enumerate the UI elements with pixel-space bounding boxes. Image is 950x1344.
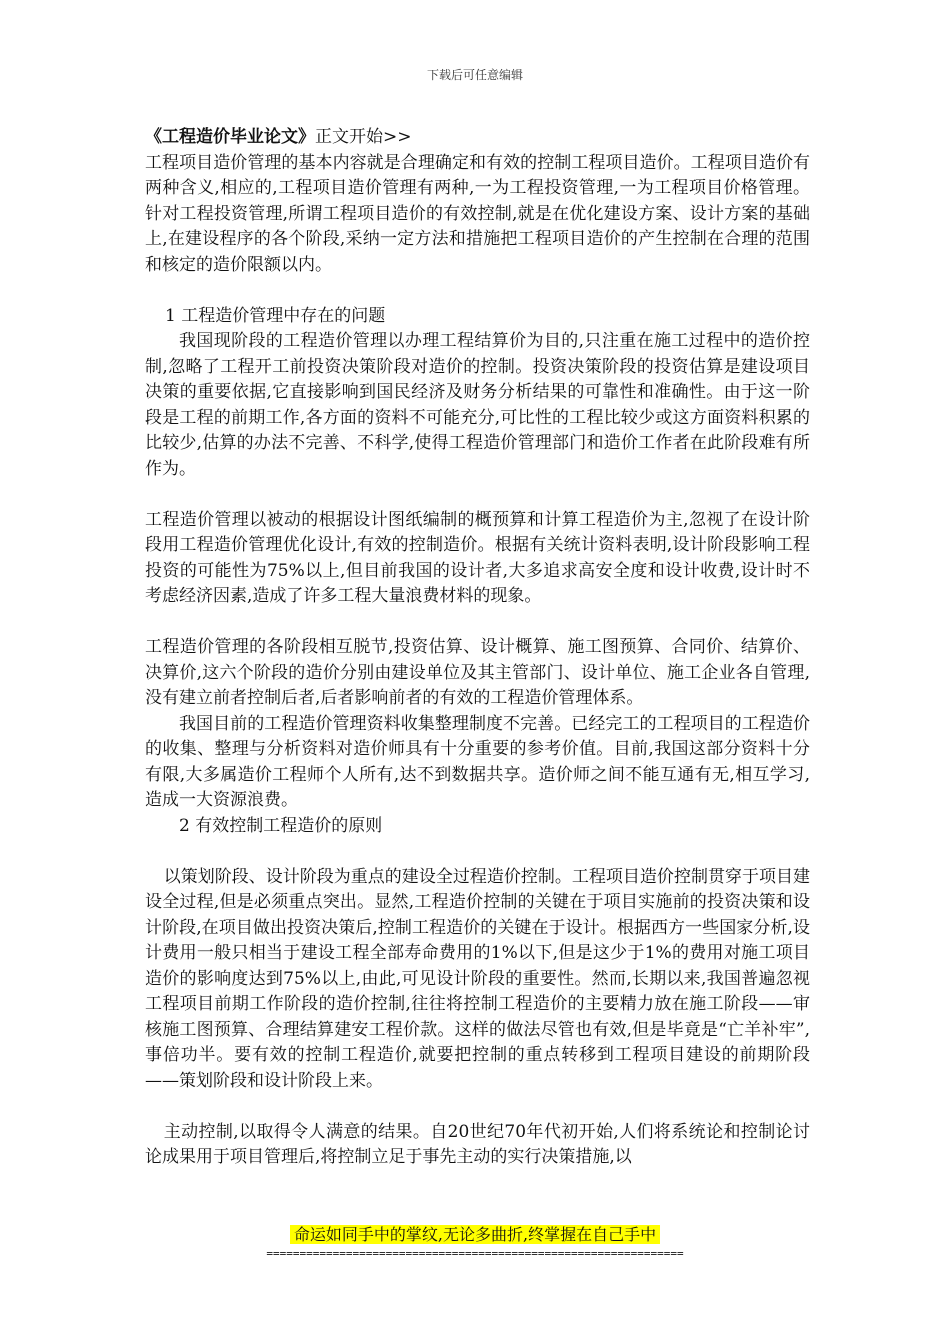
section-1-paragraph-2: 工程造价管理以被动的根据设计图纸编制的概预算和计算工程造价为主,忽视了在设计阶段用工程造价管理优化设计,有效的控制造价。根据有关统计资料表明,设计阶段影响工程投资的可能性为75%以上,但目前我国的设计者,大多追求高安全度和设计收费,设计时不考虑经济因素,造成了许多工程大量浪费材料的现象。 bbox=[145, 509, 810, 606]
document-title: 《工程造价毕业论文》 bbox=[145, 127, 315, 147]
section-2-heading: 2 有效控制工程造价的原则 bbox=[179, 815, 383, 836]
document-title-suffix: 正文开始>> bbox=[315, 127, 412, 147]
section-2-paragraph-1: 以策划阶段、设计阶段为重点的建设全过程造价控制。工程项目造价控制贯穿于项目建设全过程,但是必须重点突出。显然,工程造价控制的关键在于项目实施前的投资决策和设计阶段,在项目做出投资决策后,控制工程造价的关键在于设计。根据西方一些国家分析,设计费用一般只相当于建设工程全部寿命费用的1%以下,但是这少于1%的费用对施工项目造价的影响度达到75%以上,由此,可见设计阶段的重要性。然而,长期以来,我国普遍忽视工程项目前期工作阶段的造价控制,往往将控制工程造价的主要精力放在施工阶段——审核施工图预算、合理结算建安工程价款。这样的做法尽管也有效,但是毕竟是“亡羊补牢”,事倍功半。要有效的控制工程造价,就要把控制的重点转移到工程项目建设的前期阶段——策划阶段和设计阶段上来。 bbox=[145, 866, 810, 1091]
footer-banner bbox=[0, 1224, 950, 1246]
intro-paragraph: 工程项目造价管理的基本内容就是合理确定和有效的控制工程项目造价。工程项目造价有两种含义,相应的,工程项目造价管理有两种,一为工程投资管理,一为工程项目价格管理。针对工程投资管理,所谓工程项目造价的有效控制,就是在优化建设方案、设计方案的基础上,在建设程序的各个阶段,采纳一定方法和措施把工程项目造价的产生控制在合理的范围和核定的造价限额以内。 bbox=[145, 152, 810, 275]
document-title-line bbox=[145, 125, 810, 151]
document-body bbox=[145, 125, 810, 1171]
spacer bbox=[145, 278, 810, 304]
spacer bbox=[145, 610, 810, 636]
section-1-paragraph-4: 我国目前的工程造价管理资料收集整理制度不完善。已经完工的工程项目的工程造价的收集、整理与分析资料对造价师具有十分重要的参考价值。目前,我国这部分资料十分有限,大多属造价工程师个人所有,达不到数据共享。造价师之间不能互通有无,相互学习,造成一大资源浪费。 bbox=[145, 713, 810, 810]
footer-banner-text: 命运如同手中的掌纹,无论多曲折,终掌握在自己手中 bbox=[290, 1225, 660, 1244]
section-2-paragraph-2: 主动控制,以取得令人满意的结果。自20世纪70年代初开始,人们将系统论和控制论讨论成果用于项目管理后,将控制立足于事先主动的实行决策措施,以 bbox=[145, 1121, 810, 1167]
footer-divider: =============================================================== bbox=[266, 1247, 684, 1260]
spacer bbox=[145, 1094, 810, 1120]
spacer bbox=[145, 482, 810, 508]
page-header: 下载后可任意编辑 bbox=[426, 68, 523, 82]
section-1-paragraph-3: 工程造价管理的各阶段相互脱节,投资估算、设计概算、施工图预算、合同价、结算价、决算价,这六个阶段的造价分别由建设单位及其主管部门、设计单位、施工企业各自管理,没有建立前者控制后者,后者影响前者的有效的工程造价管理体系。 bbox=[145, 637, 810, 708]
section-1-heading: 1 工程造价管理中存在的问题 bbox=[165, 305, 386, 326]
section-1-paragraph-1: 我国现阶段的工程造价管理以办理工程结算价为目的,只注重在施工过程中的造价控制,忽略了工程开工前投资决策阶段对造价的控制。投资决策阶段的投资估算是建设项目决策的重要依据,它直接影响到国民经济及财务分析结果的可靠性和准确性。由于这一阶段是工程的前期工作,各方面的资料不可能充分,可比性的工程比较少或这方面资料积累的比较少,估算的办法不完善、不科学,使得工程造价管理部门和造价工作者在此阶段难有所作为。 bbox=[145, 331, 810, 479]
spacer bbox=[145, 839, 810, 865]
